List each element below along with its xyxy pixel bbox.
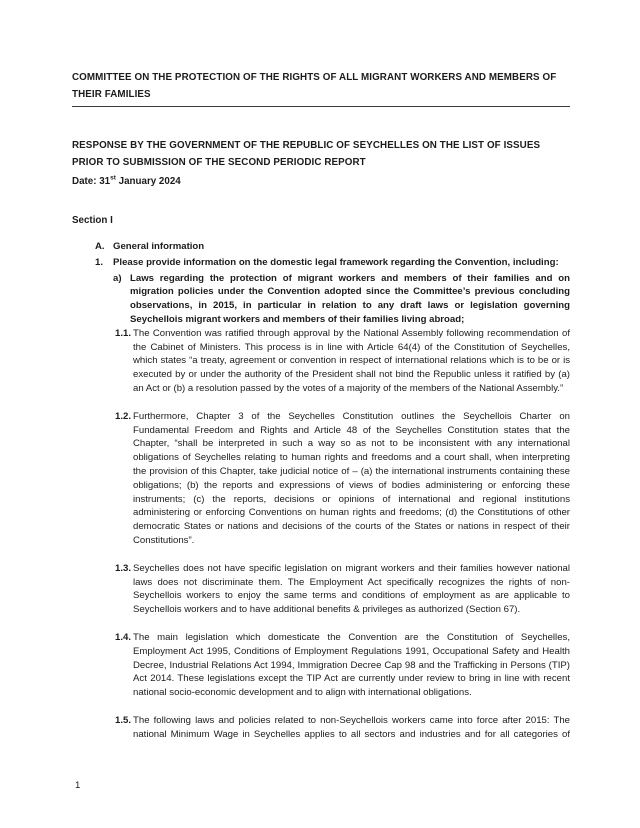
paragraph-1-5-text: The following laws and policies related to non-Seychellois workers came into force after 2015: The national Minimum Wage in Seychelles applies to all sectors and industries and for all categories of (133, 714, 570, 740)
outline-item-1a (113, 272, 570, 327)
paragraph-1-2 (115, 410, 570, 548)
section-heading: Section I (72, 215, 113, 226)
page-number: 1 (75, 780, 81, 791)
numbered-paragraphs (72, 327, 570, 742)
paragraph-1-5 (115, 714, 570, 742)
date-suffix: January 2024 (115, 176, 181, 187)
paragraph-1-2-text: Furthermore, Chapter 3 of the Seychelles Constitution outlines the Seychellois Charter on Fundamental Freedom and Rights and Article 48 of the Seychelles Constitution states that the Chapter, “shall be interpreted in such a way so as not to be inconsistent with any international obligations of Seychelles relating to human rights and freedoms and a court shall, when interpreting the provision of this Chapter, take judicial notice of – (a) the international instruments containing these obligations; (b) the reports and expressions of views of bodies administering or enforcing these instruments; (c) the reports, decisions or opinions of international and regional institutions administering or enforcing Conventions on human rights and freedoms; (d) the Constitutions of other democratic States or nations and decisions of the courts of the States or nations in respect of their Constitutions”. (133, 410, 570, 546)
outline-item-1-text: Please provide information on the domestic legal framework regarding the Convention, including: (113, 256, 559, 268)
paragraph-1-5-number: 1.5. (115, 714, 132, 726)
paragraph-1-2-number: 1.2. (115, 410, 132, 422)
outline-item-a (95, 240, 570, 254)
document-date (72, 173, 570, 190)
outline-item-a-text: General information (113, 241, 205, 252)
paragraph-1-4-number: 1.4. (115, 631, 132, 643)
outline-item-a-marker: A. (95, 241, 105, 252)
outline-item-1-marker: 1. (95, 256, 104, 268)
paragraph-1-1-text: The Convention was ratified through approval by the National Assembly following recommendation of the Cabinet of Ministers. This process is in line with Article 64(4) of the Constitution of Seychelles, which states “a treaty, agreement or convention in respect of international relations which is to be or is executed by or under the authority of the President shall not bind the Republic unless it ratified by (a) an Act or (b) a resolution passed by the votes of a majority of the members of the National Assembly.” (133, 327, 570, 394)
paragraph-1-3-text: Seychelles does not have specific legislation on migrant workers and their families however national laws does not discriminate them. The Employment Act specifically recognizes the rights of non-Seychellois workers to enjoy the same terms and conditions of employment as are applicable to Seychellois workers and to have additional benefits & privileges as authorized (Section 67). (133, 562, 570, 616)
document-title: RESPONSE BY THE GOVERNMENT OF THE REPUBLIC OF SEYCHELLES ON THE LIST OF ISSUES PRIOR TO SUBMISSION OF THE SECOND PERIODIC REPORT (72, 140, 541, 168)
paragraph-1-4-text: The main legislation which domesticate the Convention are the Constitution of Seychelles, Employment Act 1995, Conditions of Employment Regulations 1991, Occupational Safety and Health Decree, Industrial Relations Act 1994, Immigration Decree Cap 98 and the Trafficking in Persons (TIP) Act 2014. These legislations except the TIP Act are currently under review to bring in line with recent national socio-economic development and to align with international obligations. (133, 631, 570, 699)
date-ordinal-superscript: st (110, 174, 116, 182)
document-content (72, 69, 570, 756)
paragraph-1-4 (115, 631, 570, 700)
paragraph-1-1 (115, 327, 570, 396)
outline-item-1a-marker: a) (113, 272, 122, 284)
outline-item-1a-text: Laws regarding the protection of migrant workers and members of their families and on migration policies under the Convention adopted since the Committee’s previous concluding observations, in 2015, in particular in relation to any draft laws or legislation governing Seychellois migrant workers and members of their families living abroad; (130, 272, 570, 325)
committee-header: COMMITTEE ON THE PROTECTION OF THE RIGHTS OF ALL MIGRANT WORKERS AND MEMBERS OF THEIR FAMILIES (72, 69, 570, 107)
date-prefix: Date: 31 (72, 176, 111, 187)
outline-item-1 (95, 256, 570, 270)
paragraph-1-3 (115, 562, 570, 617)
paragraph-1-1-number: 1.1. (115, 327, 132, 339)
paragraph-1-3-number: 1.3. (115, 562, 132, 574)
